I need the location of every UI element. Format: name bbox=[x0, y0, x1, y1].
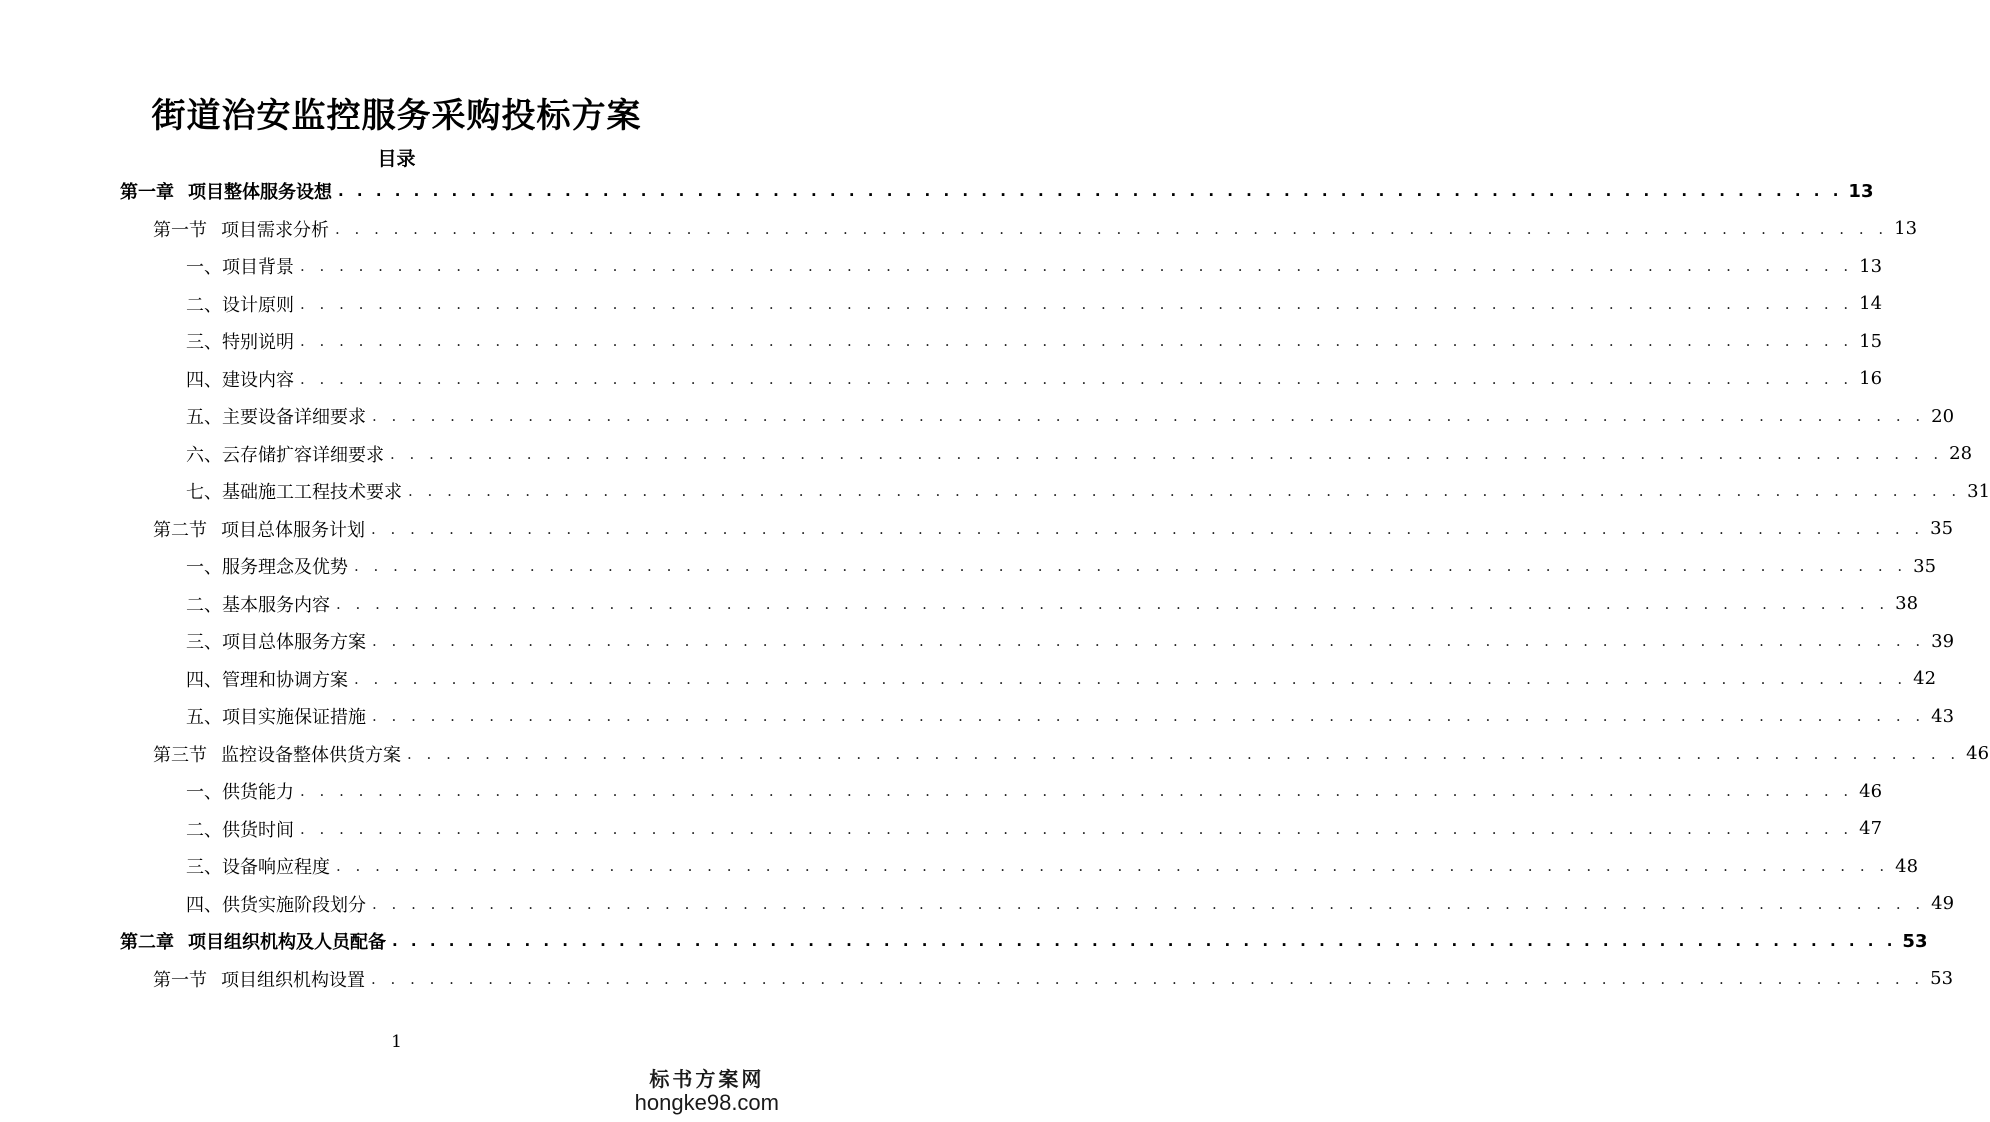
toc-entry-page: 39 bbox=[1931, 630, 1955, 652]
toc-entry-label bbox=[186, 853, 330, 879]
toc-entry-number: 二、 bbox=[186, 294, 222, 316]
toc-entry-page: 16 bbox=[1859, 368, 1883, 389]
toc-entry-page: 53 bbox=[1930, 968, 1954, 989]
toc-entry-label bbox=[186, 441, 384, 467]
toc-entry-label bbox=[120, 178, 332, 204]
toc-entry-page: 35 bbox=[1913, 555, 1937, 577]
toc-entry[interactable] bbox=[186, 474, 1990, 508]
toc-entry-label bbox=[186, 328, 294, 354]
toc-dot-leader: . . . . . . . . . . . . . . . . . . . . . . . . . . . . . . . . . . . . . . . . . . . . . . . . . . . . . . . . . . . . . . . . . . . . . . . . . . . . . . . . bbox=[372, 707, 1926, 725]
toc-entry-title: 项目总体服务方案 bbox=[222, 632, 366, 653]
toc-dot-leader: . . . . . . . . . . . . . . . . . . . . . . . . . . . . . . . . . . . . . . . . . . . . . . . . . . . . . . . . . . . . . . . . . . . . . . . . . . . . . . . . bbox=[392, 932, 1897, 950]
toc-dot-leader: . . . . . . . . . . . . . . . . . . . . . . . . . . . . . . . . . . . . . . . . . . . . . . . . . . . . . . . . . . . . . . . . . . . . . . . . . . . . . . . . bbox=[335, 219, 1889, 238]
toc-entry[interactable] bbox=[186, 399, 1955, 433]
toc-entry-page: 31 bbox=[1967, 480, 1990, 502]
toc-entry-title: 云存储扩容详细要求 bbox=[222, 444, 384, 466]
toc-entry[interactable] bbox=[186, 249, 1883, 283]
toc-entry[interactable] bbox=[186, 287, 1883, 321]
toc-entry-label bbox=[186, 253, 294, 279]
toc-entry-number: 第一节 bbox=[153, 219, 207, 241]
toc-entry-title: 管理和协调方案 bbox=[222, 669, 348, 691]
toc-entry[interactable] bbox=[186, 774, 1883, 808]
toc-entry-number: 第二节 bbox=[153, 519, 207, 541]
toc-entry-title: 项目总体服务计划 bbox=[221, 519, 365, 541]
toc-entry-number: 四、 bbox=[186, 894, 222, 916]
toc-entry-number: 一、 bbox=[186, 557, 222, 578]
toc-entry[interactable] bbox=[186, 662, 1937, 696]
toc-entry-number: 第一节 bbox=[153, 969, 207, 991]
toc-entry-title: 建设内容 bbox=[222, 369, 294, 391]
toc-entry[interactable] bbox=[153, 737, 1990, 771]
toc-entry[interactable] bbox=[186, 849, 1919, 883]
toc-entry-number: 二、 bbox=[186, 819, 222, 841]
toc-entry-title: 监控设备整体供货方案 bbox=[221, 744, 401, 766]
toc-entry-title: 项目需求分析 bbox=[221, 219, 329, 241]
toc-entry[interactable] bbox=[153, 212, 1918, 246]
toc-entry-number: 二、 bbox=[186, 594, 222, 616]
toc-entry-number: 一、 bbox=[186, 257, 222, 278]
toc-entry[interactable] bbox=[186, 362, 1883, 396]
toc-entry-title: 基础施工工程技术要求 bbox=[222, 482, 402, 503]
toc-dot-leader: . . . . . . . . . . . . . . . . . . . . . . . . . . . . . . . . . . . . . . . . . . . . . . . . . . . . . . . . . . . . . . . . . . . . . . . . . . . . . . . . bbox=[408, 482, 1962, 500]
toc-entry[interactable] bbox=[186, 437, 1973, 471]
toc-entry[interactable] bbox=[186, 624, 1955, 658]
toc-entry-label bbox=[186, 628, 366, 654]
toc-entry-label bbox=[120, 928, 386, 954]
toc-entry-number: 五、 bbox=[186, 707, 222, 728]
toc-entry-page: 14 bbox=[1859, 293, 1883, 314]
toc-entry[interactable] bbox=[186, 699, 1955, 733]
toc-entry-label bbox=[186, 778, 294, 804]
toc-entry-label bbox=[153, 741, 401, 767]
toc-entry-number: 第三节 bbox=[153, 744, 207, 766]
toc-entry-label bbox=[186, 403, 366, 429]
toc-dot-leader: . . . . . . . . . . . . . . . . . . . . . . . . . . . . . . . . . . . . . . . . . . . . . . . . . . . . . . . . . . . . . . . . . . . . . . . . . . . . . . . . bbox=[354, 669, 1908, 688]
toc-entry-page: 35 bbox=[1930, 518, 1954, 539]
toc-entry-page: 20 bbox=[1931, 405, 1955, 427]
toc-entry-page: 13 bbox=[1859, 255, 1883, 277]
toc-entry-title: 供货能力 bbox=[222, 782, 294, 803]
toc-dot-leader: . . . . . . . . . . . . . . . . . . . . . . . . . . . . . . . . . . . . . . . . . . . . . . . . . . . . . . . . . . . . . . . . . . . . . . . . . . . . . . . . bbox=[372, 632, 1926, 650]
toc-entry-page: 46 bbox=[1859, 780, 1883, 802]
toc-entry-page: 53 bbox=[1902, 930, 1928, 952]
toc-entry-page: 38 bbox=[1895, 593, 1919, 614]
watermark-site-name: 标书方案网 bbox=[649, 1067, 765, 1091]
toc-entry[interactable] bbox=[186, 549, 1937, 583]
toc-dot-leader: . . . . . . . . . . . . . . . . . . . . . . . . . . . . . . . . . . . . . . . . . . . . . . . . . . . . . . . . . . . . . . . . . . . . . . . . . . . . . . . . bbox=[300, 369, 1854, 388]
toc-dot-leader: . . . . . . . . . . . . . . . . . . . . . . . . . . . . . . . . . . . . . . . . . . . . . . . . . . . . . . . . . . . . . . . . . . . . . . . . . . . . . . . . bbox=[300, 257, 1854, 275]
toc-entry-title: 项目整体服务设想 bbox=[188, 182, 332, 203]
toc-entry-number: 第二章 bbox=[120, 932, 174, 953]
toc-entry-page: 48 bbox=[1895, 855, 1919, 877]
toc-entry-number: 四、 bbox=[186, 669, 222, 691]
toc-entry-label bbox=[153, 516, 365, 542]
toc-entry-label bbox=[186, 553, 348, 579]
toc-entry-label bbox=[186, 591, 330, 617]
toc-dot-leader: . . . . . . . . . . . . . . . . . . . . . . . . . . . . . . . . . . . . . . . . . . . . . . . . . . . . . . . . . . . . . . . . . . . . . . . . . . . . . . . . bbox=[336, 857, 1890, 875]
toc-entry-number: 七、 bbox=[186, 482, 222, 503]
toc-entry-label bbox=[186, 478, 402, 504]
toc-dot-leader: . . . . . . . . . . . . . . . . . . . . . . . . . . . . . . . . . . . . . . . . . . . . . . . . . . . . . . . . . . . . . . . . . . . . . . . . . . . . . . . . bbox=[300, 332, 1854, 350]
toc-heading: 目录 bbox=[377, 148, 416, 170]
toc-entry-page: 13 bbox=[1848, 180, 1874, 202]
toc-entry-title: 基本服务内容 bbox=[222, 594, 330, 616]
toc-entry-number: 三、 bbox=[186, 632, 222, 653]
toc-entry-number: 第一章 bbox=[120, 182, 174, 203]
toc-entry[interactable] bbox=[186, 887, 1955, 921]
toc-entry-page: 46 bbox=[1966, 743, 1990, 764]
toc-entry-title: 供货时间 bbox=[222, 819, 294, 841]
toc-entry-page: 15 bbox=[1859, 330, 1883, 352]
toc-entry-label bbox=[153, 216, 329, 242]
toc-entry-page: 43 bbox=[1931, 705, 1955, 727]
toc-dot-leader: . . . . . . . . . . . . . . . . . . . . . . . . . . . . . . . . . . . . . . . . . . . . . . . . . . . . . . . . . . . . . . . . . . . . . . . . . . . . . . . . bbox=[371, 969, 1925, 988]
toc-entry-label bbox=[186, 666, 348, 692]
toc-entry[interactable] bbox=[153, 962, 1954, 996]
toc-entry-title: 设备响应程度 bbox=[222, 857, 330, 878]
toc-entry-title: 设计原则 bbox=[222, 294, 294, 316]
toc-entry-number: 五、 bbox=[186, 407, 222, 428]
toc-entry-number: 三、 bbox=[186, 332, 222, 353]
toc-entry-page: 13 bbox=[1894, 218, 1918, 239]
toc-entry-label bbox=[186, 703, 366, 729]
toc-entry-label bbox=[186, 366, 294, 392]
toc-dot-leader: . . . . . . . . . . . . . . . . . . . . . . . . . . . . . . . . . . . . . . . . . . . . . . . . . . . . . . . . . . . . . . . . . . . . . . . . . . . . . . . . bbox=[371, 519, 1925, 538]
toc-entry-label bbox=[153, 966, 365, 992]
toc-entry-title: 主要设备详细要求 bbox=[222, 407, 366, 428]
toc-entry-title: 项目实施保证措施 bbox=[222, 707, 366, 728]
toc-entry-label bbox=[186, 291, 294, 317]
toc-entry-number: 四、 bbox=[186, 369, 222, 391]
toc-entry-label bbox=[186, 891, 366, 917]
toc-entry-page: 28 bbox=[1949, 443, 1973, 464]
toc-entry-title: 特别说明 bbox=[222, 332, 294, 353]
toc-entry-title: 服务理念及优势 bbox=[222, 557, 348, 578]
toc-dot-leader: . . . . . . . . . . . . . . . . . . . . . . . . . . . . . . . . . . . . . . . . . . . . . . . . . . . . . . . . . . . . . . . . . . . . . . . . . . . . . . . . bbox=[372, 407, 1926, 425]
toc-entry-number: 一、 bbox=[186, 782, 222, 803]
toc-entry-page: 49 bbox=[1931, 893, 1955, 914]
toc-entry[interactable] bbox=[186, 812, 1883, 846]
document-title: 街道治安监控服务采购投标方案 bbox=[151, 96, 642, 136]
toc-entry-title: 供货实施阶段划分 bbox=[222, 894, 366, 916]
toc-dot-leader: . . . . . . . . . . . . . . . . . . . . . . . . . . . . . . . . . . . . . . . . . . . . . . . . . . . . . . . . . . . . . . . . . . . . . . . . . . . . . . . . bbox=[300, 819, 1854, 838]
toc-dot-leader: . . . . . . . . . . . . . . . . . . . . . . . . . . . . . . . . . . . . . . . . . . . . . . . . . . . . . . . . . . . . . . . . . . . . . . . . . . . . . . . . bbox=[354, 557, 1908, 575]
watermark bbox=[635, 1063, 779, 1116]
toc-dot-leader: . . . . . . . . . . . . . . . . . . . . . . . . . . . . . . . . . . . . . . . . . . . . . . . . . . . . . . . . . . . . . . . . . . . . . . . . . . . . . . . . bbox=[390, 444, 1944, 463]
watermark-url: hongke98.com bbox=[634, 1090, 779, 1115]
toc-entry[interactable] bbox=[153, 512, 1954, 546]
toc-dot-leader: . . . . . . . . . . . . . . . . . . . . . . . . . . . . . . . . . . . . . . . . . . . . . . . . . . . . . . . . . . . . . . . . . . . . . . . . . . . . . . . . bbox=[338, 182, 1843, 200]
toc-entry-page: 42 bbox=[1913, 668, 1937, 689]
toc-dot-leader: . . . . . . . . . . . . . . . . . . . . . . . . . . . . . . . . . . . . . . . . . . . . . . . . . . . . . . . . . . . . . . . . . . . . . . . . . . . . . . . . bbox=[372, 894, 1926, 913]
toc-entry-title: 项目组织机构设置 bbox=[221, 969, 365, 991]
toc-dot-leader: . . . . . . . . . . . . . . . . . . . . . . . . . . . . . . . . . . . . . . . . . . . . . . . . . . . . . . . . . . . . . . . . . . . . . . . . . . . . . . . . bbox=[407, 744, 1961, 763]
toc-entry-title: 项目组织机构及人员配备 bbox=[188, 932, 386, 953]
toc-entry-label bbox=[186, 816, 294, 842]
toc-entry-page: 47 bbox=[1859, 818, 1883, 839]
toc-dot-leader: . . . . . . . . . . . . . . . . . . . . . . . . . . . . . . . . . . . . . . . . . . . . . . . . . . . . . . . . . . . . . . . . . . . . . . . . . . . . . . . . bbox=[336, 594, 1890, 613]
toc-entry[interactable] bbox=[120, 174, 1874, 208]
toc-entry-title: 项目背景 bbox=[222, 257, 294, 278]
toc-dot-leader: . . . . . . . . . . . . . . . . . . . . . . . . . . . . . . . . . . . . . . . . . . . . . . . . . . . . . . . . . . . . . . . . . . . . . . . . . . . . . . . . bbox=[300, 782, 1854, 800]
toc-entry-number: 六、 bbox=[186, 444, 222, 466]
toc-entry-number: 三、 bbox=[186, 857, 222, 878]
page-number: 1 bbox=[391, 1032, 402, 1052]
toc-entry[interactable] bbox=[186, 324, 1883, 358]
toc-entry[interactable] bbox=[120, 924, 1928, 958]
toc-entry[interactable] bbox=[186, 587, 1919, 621]
toc-dot-leader: . . . . . . . . . . . . . . . . . . . . . . . . . . . . . . . . . . . . . . . . . . . . . . . . . . . . . . . . . . . . . . . . . . . . . . . . . . . . . . . . bbox=[300, 294, 1854, 313]
